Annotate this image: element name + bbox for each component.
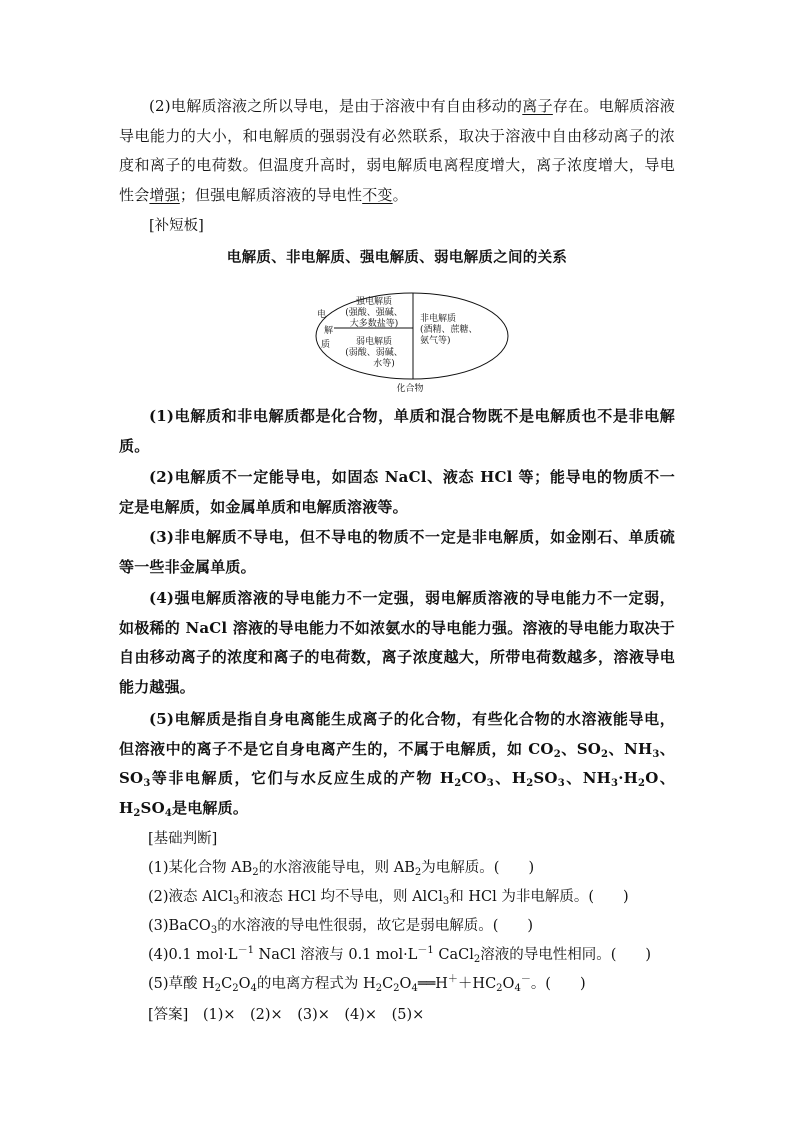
note-2: (2)电解质不一定能导电，如固态 NaCl、液态 HCl 等；能导电的物质不一定是电解质，如金属单质和电解质溶液等。 <box>119 468 675 516</box>
text: 存在。电解质溶液导电能力的大小，和电解质的强弱没有必然联系，取决于溶液中自由移动离子的浓度和离子的电荷数。但温度升高时，弱电解质电离程度增大，离子浓度增大，导电性会 <box>119 97 675 204</box>
non-electrolyte-examples: (酒精、蔗糖、 <box>420 325 478 335</box>
judge-label: [基础判断] <box>148 831 218 847</box>
note-3: (3)非电解质不导电，但不导电的物质不一定是非电解质，如金刚石、单质硫等一些非金属单质。 <box>119 528 675 576</box>
quiz-item-2: (2)液态 AlCl$_3$和液态 HCl 均不导电，则 AlCl$_3$和 HCl 为非电解质。( ) <box>148 889 629 907</box>
compound-caption: 化合物 <box>396 384 424 394</box>
weak-electrolyte-label: 弱电解质 <box>355 337 393 347</box>
quiz-item-3: (3)BaCO$_3$的水溶液的导电性很弱，故它是弱电解质。( ) <box>148 918 534 936</box>
supplement-title: 电解质、非电解质、强电解质、弱电解质之间的关系 <box>226 249 568 266</box>
underlined-term: 不变 <box>362 185 393 204</box>
note-4: (4)强电解质溶液的导电能力不一定强，弱电解质溶液的导电能力不一定弱，如极稀的 NaCl 溶液的导电能力不如浓氨水的导电能力强。溶液的导电能力取决于自由移动离子的浓度和离子的电荷数，离子浓度越大，所带电荷数越多，溶液导电能力越强。 <box>119 589 675 696</box>
electrolyte-diagram <box>314 290 514 400</box>
weak-electrolyte-examples: (弱酸、弱碱、 <box>345 348 403 358</box>
non-electrolyte-examples: 氨气等) <box>420 336 451 346</box>
text: (2)电解质溶液之所以导电，是由于溶液中有自由移动的 <box>149 97 523 115</box>
supplement-label: [补短板] <box>149 218 204 234</box>
text: ；但强电解质溶液的导电性 <box>179 185 363 204</box>
quiz-item-4: (4)0.1 $mol\cdot L^{-1}$ NaCl 溶液与 0.1 $mol\cdot L^{-1}$ CaCl$_2$溶液的导电性相同。( ) <box>148 945 652 965</box>
note-1: (1)电解质和非电解质都是化合物，单质和混合物既不是电解质也不是非电解质。 <box>119 407 675 455</box>
non-electrolyte-label: 非电解质 <box>420 314 457 324</box>
strong-electrolyte-examples: 大多数盐等) <box>349 319 399 329</box>
electrolyte-label: 电 <box>317 310 327 320</box>
answer-line: [答案] (1)× (2)× (3)× (4)× (5)× <box>148 1007 425 1023</box>
quiz-item-1: (1)某化合物 $AB_2$的水溶液能导电，则 $AB_2$为电解质。( ) <box>148 860 535 878</box>
underlined-term: 增强 <box>149 185 180 204</box>
compound-ellipse <box>316 293 508 379</box>
strong-electrolyte-label: 强电解质 <box>355 297 393 307</box>
quiz-item-5: (5)草酸 $H_2C_2O_4$的电离方程式为 $H_2C_2O_4══H^++HC_2O_4^-$。( ) <box>148 974 586 994</box>
strong-electrolyte-examples: (强酸、强碱、 <box>345 308 403 318</box>
text: 。 <box>392 185 408 204</box>
electrolyte-label: 质 <box>321 340 331 350</box>
underlined-term: 离子 <box>522 97 553 115</box>
note-5: (5)电解质是指自身电离能生成离子的化合物，有些化合物的水溶液能导电，但溶液中的离子不是它自身电离产生的，不属于电解质，如 $CO_2$、$SO_2$、$NH_3$、$SO_3$等非电解质，它们与水反应生成的产物 $H_2CO_3$、$H_2SO_3$、$NH_3\cdot H_2O$、$H_2SO_4$是电解质。 <box>119 710 676 819</box>
weak-electrolyte-examples: 水等) <box>373 359 395 369</box>
conductivity-paragraph <box>119 92 675 210</box>
electrolyte-label: 解 <box>324 326 334 336</box>
